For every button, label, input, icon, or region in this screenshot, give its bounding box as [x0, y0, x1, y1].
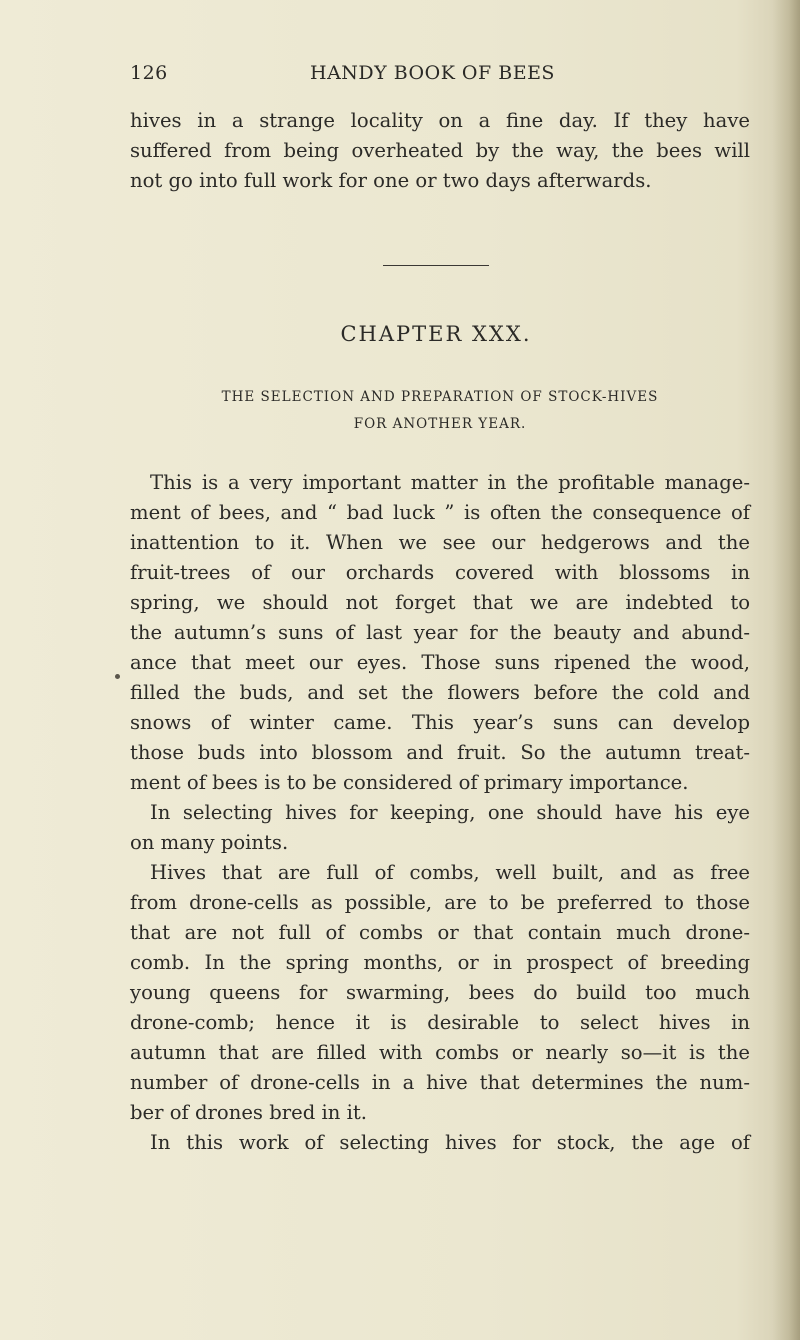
book-title: HANDY BOOK OF BEES	[310, 62, 555, 84]
text-line: suffered from being overheated by the way, the bees will	[130, 139, 750, 162]
margin-dot	[115, 674, 120, 679]
text-line: from drone-cells as possible, are to be preferred to those	[130, 891, 750, 914]
text-line: hives in a strange locality on a fine day. If they have	[130, 109, 750, 132]
section-divider	[383, 265, 489, 266]
text-line: young queens for swarming, bees do build too much	[130, 981, 750, 1004]
top-paragraph	[130, 106, 750, 196]
page-number: 126	[130, 62, 168, 84]
text-line: the autumn’s suns of last year for the beauty and abund-	[130, 621, 750, 644]
text-line: Hives that are full of combs, well built, and as free	[150, 861, 750, 884]
chapter-subtitle	[130, 384, 750, 438]
text-line: comb. In the spring months, or in prospect of breeding	[130, 951, 750, 974]
text-line: drone-comb; hence it is desirable to select hives in	[130, 1011, 750, 1034]
text-line: ment of bees is to be considered of primary importance.	[130, 771, 689, 794]
text-line: inattention to it. When we see our hedgerows and the	[130, 531, 750, 554]
text-line: ment of bees, and “ bad luck ” is often the consequence of	[130, 501, 750, 524]
chapter-body	[130, 468, 750, 1158]
running-head	[130, 62, 750, 88]
text-line: filled the buds, and set the flowers before the cold and	[130, 681, 750, 704]
text-line: This is a very important matter in the profitable manage-	[150, 471, 750, 494]
chapter-subtitle-line: THE SELECTION AND PREPARATION OF STOCK-HIVES	[221, 389, 659, 405]
page-edge-shadow	[772, 0, 800, 1340]
text-line: autumn that are filled with combs or nearly so—it is the	[130, 1041, 750, 1064]
text-line: In selecting hives for keeping, one should have his eye	[150, 801, 750, 824]
text-line: number of drone-cells in a hive that determines the num-	[130, 1071, 750, 1094]
chapter-subtitle-line: FOR ANOTHER YEAR.	[353, 416, 527, 432]
text-line: those buds into blossom and fruit. So the autumn treat-	[130, 741, 750, 764]
text-line: In this work of selecting hives for stock, the age of	[150, 1131, 750, 1154]
text-line: not go into full work for one or two days afterwards.	[130, 169, 652, 192]
text-line: on many points.	[130, 831, 289, 854]
text-line: snows of winter came. This year’s suns can develop	[130, 711, 750, 734]
chapter-heading: CHAPTER XXX.	[340, 322, 532, 346]
text-line: that are not full of combs or that contain much drone-	[130, 921, 750, 944]
text-line: ber of drones bred in it.	[130, 1101, 367, 1124]
text-line: ance that meet our eyes. Those suns ripened the wood,	[130, 651, 750, 674]
text-line: spring, we should not forget that we are indebted to	[130, 591, 750, 614]
text-line: fruit-trees of our orchards covered with blossoms in	[130, 561, 750, 584]
